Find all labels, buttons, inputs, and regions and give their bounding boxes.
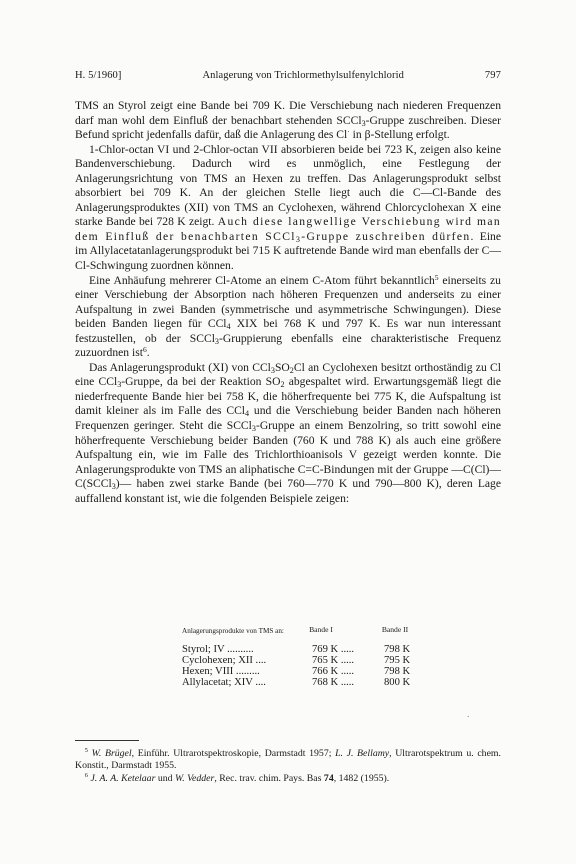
paragraph-4: Das Anlagerungsprodukt (XI) von $CCl_3SO_2Cl$ an Cyclohexen besitzt orthoständig zu Cl eine CCl$_3$-Gruppe, da bei der Reaktion $SO_2$ abgespaltet wird. Erwartungsgemäß liegt die niederfrequente Bande hier bei 758 K, die höherfrequente bei 775 K, die Aufspaltung ist damit kleiner als im Falle des CCl$_4$ und die Verschiebung beider Banden nach höheren Frequenzen geringer. Steht die SCCl$_3$-Gruppe an einem Benzolring, so tritt sowohl eine höherfrequente Verschiebung beider Banden (760 K und 788 K) als auch eine größere Aufspaltung ein, wie im Falle des Trichlorthioanisols V gezeigt werden konnte. Die Anlagerungsprodukte von TMS an aliphatische C=C-Bindungen mit der Gruppe —C(Cl)—C(SCCl$_3$)— haben zwei starke Bande (bei 760—770 K und 790—800 K), deren Lage auffallend konstant ist, wie die folgenden Beispiele zeigen: <box>75 360 501 505</box>
table-row: Styrol; IV .......... 769 K ..... 798 K <box>182 643 411 655</box>
footnotes <box>75 748 501 785</box>
table-header <box>182 625 432 636</box>
footnote-ref-6: 6 <box>142 345 147 355</box>
paragraph-2: 1-Chlor-octan VI und 2-Chlor-octan VII absorbieren beide bei 723 K, zeigen also keine Bandenverschiebung. Dadurch wird es unmöglich, eine Festlegung der Anlagerungsrichtung von TMS an Hexen zu treffen. Das Anlagerungsprodukt selbst absorbiert bei 709 K. An der gleichen Stelle liegt auch die C—Cl-Bande des Anlagerungsproduktes (XII) von TMS an Cyclohexen, während Chlorcyclohexan X eine starke Bande bei 728 K zeigt. Auch diese langwellige Verschiebung wird man dem Einfluß der benachbarten SCCl$_3$-Gruppe zuschreiben dürfen. Eine im Allylacetatanlagerungsprodukt bei 715 K auftretende Bande wird man ebenfalls der C—Cl-Schwingung zuordnen können. <box>75 142 501 273</box>
band-frequency-table <box>182 625 432 689</box>
column-header-product: Anlagerungsprodukte von TMS an: <box>182 627 284 636</box>
footnote-6: $^6$ J. A. A. Ketelaar und W. Vedder, Rec. trav. chim. Pays. Bas 74, 1482 (1955). <box>84 771 390 784</box>
stray-dot: · <box>467 713 470 721</box>
running-title: Anlagerung von Trichlormethylsulfenylchlorid <box>202 70 404 81</box>
paragraph-3: Eine Anhäufung mehrerer Cl-Atome an einem C-Atom führt bekanntlich$^5$ einerseits zu einer Verschiebung der Absorption nach höheren Frequenzen und anderseits zu einer Aufspaltung in zwei Banden (symmetrische und asymmetrische Schwingungen). Diese beiden Banden liegen für CCl$_4$ XIX bei 768 K und 797 K. Es war nun interessant festzustellen, ob der SCCl$_3$-Gruppierung ebenfalls eine charakteristische Frequenz zuzuordnen ist$^6$. <box>75 272 501 360</box>
column-header-bande-1: Bande I <box>309 625 333 634</box>
footnote-ref-5: 5 <box>434 272 439 282</box>
table-row: Cyclohexen; XII .... 765 K ..... 795 K <box>182 654 411 666</box>
paragraph-1: TMS an Styrol zeigt eine Bande bei 709 K. Die Verschiebung nach niederen Frequenzen darf man wohl dem Einfluß der benachbart stehenden SCCl$_3$-Gruppe zuschreiben. Dieser Befund spricht jedenfalls dafür, daß die Anlagerung des Cl· in β-Stellung erfolgt. <box>75 99 501 142</box>
column-header-bande-2: Bande II <box>381 625 409 634</box>
table-row: Allylacetat; XIV .... 768 K ..... 800 K <box>182 676 411 688</box>
page-number: 797 <box>484 70 501 81</box>
article-body <box>75 99 501 506</box>
issue-reference: H. 5/1960] <box>75 70 122 81</box>
emphasized-sentence: Auch diese langwellige Verschiebung wird man dem Einfluß der benachbarten SCCl$_3$-Gruppe zuschreiben dürfen. <box>75 215 501 244</box>
table-row: Hexen; VIII ......... 766 K ..... 798 K <box>182 665 411 677</box>
footnote-divider <box>75 740 139 741</box>
running-header <box>75 70 501 81</box>
footnote-5: $^5$ W. Brügel, Einführ. Ultrarotspektroskopie, Darmstadt 1957; L. J. Bellamy, Ultrarotspektrum u. chem. Konstit., Darmstadt 1955. <box>75 747 501 772</box>
